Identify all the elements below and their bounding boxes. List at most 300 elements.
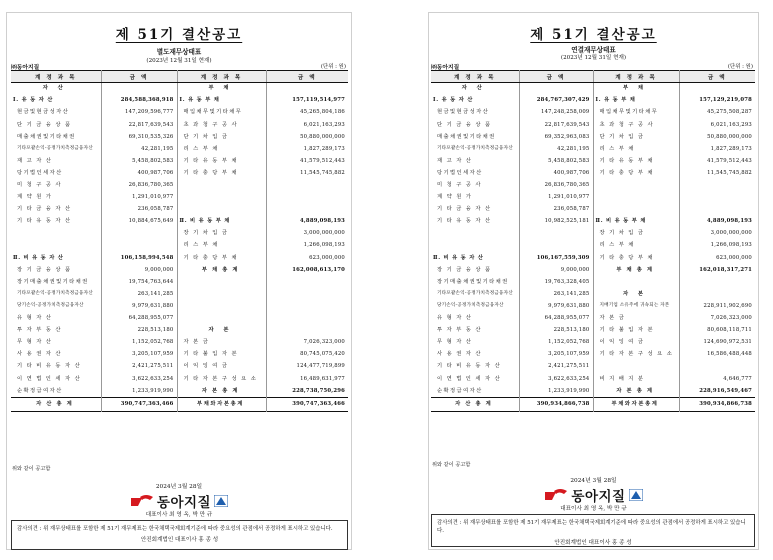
amount-cell: 228,916,549,467 bbox=[679, 385, 755, 398]
table-row bbox=[11, 252, 348, 264]
account-cell: 장기매출채권및기타채권 bbox=[17, 278, 89, 285]
amount-cell: 16,586,488,448 bbox=[679, 349, 755, 361]
amount-cell: 50,880,000,000 bbox=[266, 131, 348, 143]
account-cell: 기 타 유 동 부 채 bbox=[593, 156, 679, 168]
table-row bbox=[431, 252, 755, 264]
account-cell: 기타포괄손익-공정가치측정금융자산 bbox=[437, 146, 513, 152]
account-cell: 이 익 잉 여 금 bbox=[593, 337, 679, 349]
account-cell: 자 본 총 계 bbox=[593, 385, 679, 398]
amount-cell: 263,141,285 bbox=[519, 289, 593, 301]
amount-cell: 16,489,631,977 bbox=[266, 373, 348, 385]
table-row bbox=[431, 119, 755, 131]
account-cell bbox=[177, 313, 266, 325]
audit-opinion-text: 감사의견 : 위 재무상태표를 포함한 제 51기 재무제표는 한국채택국제회계기준에 따라 중요성의 관점에서 공정하게 표시하고 있습니다. bbox=[437, 520, 746, 534]
table-row bbox=[11, 168, 348, 180]
account-cell: 비 지 배 지 분 bbox=[593, 373, 679, 385]
amount-cell: 390,934,866,738 bbox=[519, 398, 593, 411]
account-cell: 무 형 자 산 bbox=[17, 339, 53, 346]
table-row bbox=[11, 131, 348, 143]
amount-cell: 5,458,802,583 bbox=[101, 156, 177, 168]
amount-cell: 284,767,307,429 bbox=[519, 95, 593, 107]
amount-cell: 11,545,745,882 bbox=[266, 168, 348, 180]
notice-footnote: 위와 같이 공고함 bbox=[432, 462, 471, 468]
account-cell: 기 타 불 입 자 본 bbox=[593, 325, 679, 337]
amount-cell: 22,817,639,543 bbox=[519, 119, 593, 131]
amount-cell bbox=[519, 228, 593, 240]
table-row bbox=[11, 156, 348, 168]
account-cell bbox=[177, 180, 266, 192]
account-cell: 단 기 금 융 상 품 bbox=[437, 121, 492, 128]
amount-cell: 3,622,633,254 bbox=[519, 373, 593, 385]
amount-cell bbox=[266, 180, 348, 192]
account-cell: 기 타 충 당 부 채 bbox=[177, 168, 266, 180]
logo-wordmark: 동아지질 bbox=[571, 489, 626, 505]
account-cell: 기 타 자 본 구 성 요 소 bbox=[177, 373, 266, 385]
table-row bbox=[431, 107, 755, 119]
account-cell: 유 형 자 산 bbox=[17, 315, 53, 322]
account-cell: Ⅱ. 비 유 동 부 채 bbox=[177, 216, 266, 228]
account-cell: 무 형 자 산 bbox=[437, 339, 473, 346]
amount-cell: 10,982,525,181 bbox=[519, 216, 593, 228]
amount-cell: 4,889,098,193 bbox=[266, 216, 348, 228]
account-cell: Ⅰ. 유 동 자 산 bbox=[433, 97, 474, 104]
table-row bbox=[431, 95, 755, 107]
amount-cell: 228,513,180 bbox=[519, 325, 593, 337]
account-cell: 자 본 bbox=[593, 289, 679, 301]
blue-triangle-icon bbox=[214, 495, 228, 507]
notice-title: 제 51기 결산공고 bbox=[530, 27, 657, 43]
account-cell: 자 산 총 계 bbox=[431, 398, 519, 411]
amount-cell: 5,458,802,583 bbox=[519, 156, 593, 168]
amount-cell: 41,579,512,443 bbox=[266, 156, 348, 168]
blue-triangle-icon bbox=[629, 489, 643, 501]
amount-cell: 2,421,275,511 bbox=[519, 361, 593, 373]
account-cell: 장 기 차 입 금 bbox=[177, 228, 266, 240]
amount-cell: 69,352,963,083 bbox=[519, 131, 593, 143]
account-cell: 기 타 불 입 자 본 bbox=[177, 349, 266, 361]
account-cell bbox=[177, 204, 266, 216]
account-cell: 자 본 금 bbox=[593, 313, 679, 325]
account-cell: 재 고 자 산 bbox=[437, 157, 473, 164]
table-row bbox=[11, 107, 348, 119]
account-cell: 기 타 유 동 자 산 bbox=[437, 218, 492, 225]
amount-cell bbox=[266, 277, 348, 289]
amount-cell: 22,817,639,543 bbox=[101, 119, 177, 131]
col-header-account: 계 정 과 목 bbox=[177, 71, 266, 83]
account-cell: 지배기업 소유주에 귀속되는 자본 bbox=[593, 301, 679, 313]
table-row bbox=[11, 264, 348, 276]
amount-cell: 4,889,098,193 bbox=[679, 216, 755, 228]
account-cell: 매입채무및기타채무 bbox=[177, 107, 266, 119]
account-cell: 장 기 차 입 금 bbox=[593, 228, 679, 240]
account-cell: 자 산 bbox=[42, 85, 67, 92]
account-cell bbox=[11, 228, 101, 240]
amount-cell: 45,265,804,186 bbox=[266, 107, 348, 119]
table-row bbox=[431, 204, 755, 216]
balance-sheet-table bbox=[431, 70, 755, 412]
account-cell bbox=[593, 180, 679, 192]
amount-cell bbox=[266, 204, 348, 216]
account-cell: 장 기 금 융 상 품 bbox=[437, 266, 492, 273]
account-cell: 순확정급여자산 bbox=[437, 387, 483, 394]
table-row bbox=[11, 385, 348, 398]
account-cell: 재 고 자 산 bbox=[17, 157, 53, 164]
amount-cell: 236,058,787 bbox=[101, 204, 177, 216]
dongah-swoosh-icon bbox=[130, 494, 154, 508]
ceo-line: 대표이사 최 영 옥, 박 만 규 bbox=[145, 512, 213, 518]
account-cell: 현금및현금성자산 bbox=[437, 109, 490, 116]
amount-cell: 64,288,955,077 bbox=[519, 313, 593, 325]
table-row bbox=[11, 289, 348, 301]
table-row bbox=[11, 228, 348, 240]
amount-cell bbox=[266, 313, 348, 325]
amount-cell: 284,588,368,918 bbox=[101, 95, 177, 107]
table-row bbox=[431, 240, 755, 252]
account-cell: 초 과 청 구 공 사 bbox=[177, 119, 266, 131]
account-cell: 사 용 권 자 산 bbox=[17, 351, 62, 358]
amount-cell: 11,545,745,882 bbox=[679, 168, 755, 180]
amount-cell: 64,288,955,077 bbox=[101, 313, 177, 325]
account-cell: 기 타 충 당 부 채 bbox=[593, 252, 679, 264]
amount-cell: 7,026,323,000 bbox=[266, 337, 348, 349]
amount-cell: 390,934,866,738 bbox=[679, 398, 755, 411]
col-header-account: 계 정 과 목 bbox=[11, 71, 101, 83]
account-cell: 현금및현금성자산 bbox=[17, 109, 70, 116]
audit-opinion-text: 감사의견 : 위 재무상태표를 포함한 제 51기 재무제표는 한국채택국제회계기준에 따라 중요성의 관점에서 공정하게 표시하고 있습니다. bbox=[17, 526, 333, 532]
amount-cell: 162,018,317,271 bbox=[679, 264, 755, 276]
table-row bbox=[11, 301, 348, 313]
balance-sheet-table bbox=[11, 70, 348, 412]
amount-cell: 1,233,919,990 bbox=[101, 385, 177, 398]
table-row bbox=[11, 180, 348, 192]
amount-cell: 26,836,780,365 bbox=[519, 180, 593, 192]
account-cell: 리 스 부 채 bbox=[593, 240, 679, 252]
account-cell: 당기법인세자산 bbox=[17, 169, 63, 176]
amount-cell: 1,291,010,977 bbox=[519, 192, 593, 204]
account-cell: 매입채무및기타채무 bbox=[593, 107, 679, 119]
account-cell: 계 약 원 가 bbox=[17, 194, 53, 201]
account-cell: 기 타 충 당 부 채 bbox=[177, 252, 266, 264]
amount-cell: 3,622,633,254 bbox=[101, 373, 177, 385]
col-header-amount: 금 액 bbox=[679, 71, 755, 83]
amount-cell bbox=[679, 289, 755, 301]
amount-cell: 157,129,219,078 bbox=[679, 95, 755, 107]
table-row bbox=[431, 216, 755, 228]
announcement-date: 2024년 3월 28일 bbox=[570, 478, 617, 484]
amount-cell bbox=[679, 83, 755, 96]
table-row bbox=[431, 349, 755, 361]
amount-cell bbox=[266, 289, 348, 301]
amount-cell: 41,579,512,443 bbox=[679, 156, 755, 168]
amount-cell: 1,266,098,193 bbox=[679, 240, 755, 252]
account-cell bbox=[177, 192, 266, 204]
account-cell: 단 기 차 입 금 bbox=[593, 131, 679, 143]
col-header-account: 계 정 과 목 bbox=[431, 71, 519, 83]
account-cell: 부채와자본총계 bbox=[177, 398, 266, 411]
account-cell: 기 타 금 융 자 산 bbox=[437, 206, 492, 213]
account-cell: 자 산 bbox=[461, 85, 486, 92]
amount-cell bbox=[679, 277, 755, 289]
amount-cell bbox=[101, 240, 177, 252]
col-header-amount: 금 액 bbox=[266, 71, 348, 83]
account-cell: 자 본 총 계 bbox=[177, 385, 266, 398]
account-cell: 기타포괄손익-공정가치측정금융자산 bbox=[17, 146, 93, 152]
table-row bbox=[431, 83, 755, 96]
amount-cell: 236,058,787 bbox=[519, 204, 593, 216]
table-row bbox=[11, 349, 348, 361]
statement-date: (2023년 12월 31일 현재) bbox=[560, 55, 627, 61]
amount-cell: 263,141,285 bbox=[101, 289, 177, 301]
account-cell bbox=[431, 228, 519, 240]
audit-opinion-box bbox=[11, 520, 348, 550]
amount-cell: 162,008,613,170 bbox=[266, 264, 348, 276]
col-header-account: 계 정 과 목 bbox=[593, 71, 679, 83]
account-cell: 부 채 bbox=[593, 83, 679, 96]
amount-cell bbox=[101, 83, 177, 96]
amount-cell: 26,836,780,365 bbox=[101, 180, 177, 192]
table-row bbox=[431, 398, 755, 411]
table-row bbox=[11, 313, 348, 325]
auditor-line: 안진회계법인 대표이사 홍 종 성 bbox=[554, 540, 632, 546]
amount-cell: 147,248,258,009 bbox=[519, 107, 593, 119]
account-cell bbox=[431, 240, 519, 252]
account-cell: Ⅱ. 비 유 동 자 산 bbox=[433, 254, 484, 261]
company-name: ㈜동아지질 bbox=[431, 65, 460, 71]
table-row bbox=[11, 373, 348, 385]
amount-cell: 228,738,750,296 bbox=[266, 385, 348, 398]
unit-label: (단위 : 원) bbox=[320, 64, 346, 70]
account-cell: 당기손익-공정가치측정금융자산 bbox=[17, 303, 84, 309]
table-row bbox=[11, 398, 348, 411]
amount-cell bbox=[679, 192, 755, 204]
table-header-row bbox=[11, 71, 348, 83]
amount-cell: 623,000,000 bbox=[266, 252, 348, 264]
amount-cell bbox=[266, 192, 348, 204]
account-cell: 투 자 부 동 산 bbox=[437, 327, 482, 334]
account-cell: 기 타 금 융 자 산 bbox=[17, 206, 72, 213]
announcement-date: 2024년 3월 28일 bbox=[155, 484, 203, 490]
amount-cell: 6,021,163,293 bbox=[266, 119, 348, 131]
account-cell: 기타포괄손익-공정가치측정금융자산 bbox=[437, 291, 513, 297]
amount-cell: 228,911,902,690 bbox=[679, 301, 755, 313]
company-logo bbox=[429, 485, 758, 505]
account-cell: 자 본 금 bbox=[177, 337, 266, 349]
account-cell bbox=[177, 289, 266, 301]
account-cell: Ⅱ. 비 유 동 자 산 bbox=[13, 254, 64, 261]
amount-cell bbox=[679, 361, 755, 373]
table-row bbox=[431, 168, 755, 180]
amount-cell: 80,745,075,420 bbox=[266, 349, 348, 361]
account-cell: 이 연 법 인 세 자 산 bbox=[437, 375, 502, 382]
account-cell: 미 청 구 공 사 bbox=[437, 182, 482, 188]
amount-cell: 9,979,631,880 bbox=[519, 301, 593, 313]
amount-cell bbox=[266, 83, 348, 96]
amount-cell: 1,152,052,768 bbox=[519, 337, 593, 349]
table-row bbox=[11, 277, 348, 289]
amount-cell: 390,747,363,466 bbox=[266, 398, 348, 411]
account-cell: 기 타 비 유 동 자 산 bbox=[17, 363, 82, 370]
amount-cell bbox=[519, 240, 593, 252]
account-cell bbox=[593, 204, 679, 216]
amount-cell: 106,167,559,309 bbox=[519, 252, 593, 264]
table-row bbox=[11, 95, 348, 107]
table-row bbox=[11, 325, 348, 337]
amount-cell: 9,000,000 bbox=[101, 264, 177, 276]
amount-cell: 1,827,289,173 bbox=[266, 143, 348, 155]
amount-cell: 7,026,323,000 bbox=[679, 313, 755, 325]
amount-cell: 400,987,706 bbox=[519, 168, 593, 180]
account-cell bbox=[11, 240, 101, 252]
col-header-amount: 금 액 bbox=[519, 71, 593, 83]
account-cell bbox=[593, 192, 679, 204]
dongah-swoosh-icon bbox=[544, 488, 568, 502]
amount-cell: 1,827,289,173 bbox=[679, 143, 755, 155]
table-row bbox=[11, 204, 348, 216]
account-cell: Ⅰ. 유 동 부 채 bbox=[177, 95, 266, 107]
auditor-line: 안진회계법인 대표이사 홍 종 성 bbox=[140, 537, 219, 543]
account-cell bbox=[177, 301, 266, 313]
logo-wordmark: 동아지질 bbox=[156, 495, 212, 511]
amount-cell bbox=[266, 301, 348, 313]
account-cell: 단 기 금 융 상 품 bbox=[17, 121, 72, 128]
account-cell: 유 형 자 산 bbox=[437, 315, 473, 322]
company-name: ㈜동아지질 bbox=[11, 65, 40, 71]
table-row bbox=[431, 325, 755, 337]
statement-date: (2023년 12월 31일 현재) bbox=[146, 58, 212, 64]
table-row bbox=[431, 385, 755, 398]
audit-opinion-box bbox=[431, 514, 755, 547]
account-cell: 부 채 총 계 bbox=[177, 264, 266, 276]
amount-cell bbox=[266, 325, 348, 337]
account-cell: 리 스 부 채 bbox=[177, 240, 266, 252]
amount-cell: 9,000,000 bbox=[519, 264, 593, 276]
account-cell: 사 용 권 자 산 bbox=[437, 351, 482, 358]
amount-cell: 19,763,328,405 bbox=[519, 277, 593, 289]
account-cell: 부 채 총 계 bbox=[593, 264, 679, 276]
table-row bbox=[431, 361, 755, 373]
amount-cell: 45,275,508,287 bbox=[679, 107, 755, 119]
account-cell: 부 채 bbox=[177, 83, 266, 96]
left-notice-page bbox=[6, 12, 352, 550]
amount-cell: 3,205,107,959 bbox=[519, 349, 593, 361]
account-cell: 기 타 비 유 동 자 산 bbox=[437, 363, 502, 370]
statement-subtitle: 연결재무상태표 bbox=[571, 46, 616, 54]
amount-cell bbox=[679, 180, 755, 192]
table-row bbox=[431, 264, 755, 276]
account-cell: Ⅰ. 유 동 부 채 bbox=[593, 95, 679, 107]
amount-cell: 3,000,000,000 bbox=[679, 228, 755, 240]
account-cell bbox=[593, 361, 679, 373]
account-cell: 매출채권및기타채권 bbox=[437, 133, 496, 140]
amount-cell: 390,747,363,466 bbox=[101, 398, 177, 411]
table-row bbox=[11, 83, 348, 96]
table-row bbox=[431, 131, 755, 143]
amount-cell: 3,205,107,959 bbox=[101, 349, 177, 361]
table-row bbox=[431, 313, 755, 325]
table-row bbox=[431, 143, 755, 155]
account-cell: 단 기 차 입 금 bbox=[177, 131, 266, 143]
table-row bbox=[431, 228, 755, 240]
account-cell: 이 익 잉 여 금 bbox=[177, 361, 266, 373]
unit-label: (단위 : 원) bbox=[727, 64, 753, 70]
amount-cell: 9,979,631,880 bbox=[101, 301, 177, 313]
account-cell bbox=[177, 277, 266, 289]
account-cell: 이 연 법 인 세 자 산 bbox=[17, 375, 82, 382]
amount-cell: 124,690,972,531 bbox=[679, 337, 755, 349]
account-cell: 리 스 부 채 bbox=[593, 143, 679, 155]
account-cell: 자 본 bbox=[177, 325, 266, 337]
amount-cell bbox=[519, 83, 593, 96]
amount-cell: 42,281,195 bbox=[101, 143, 177, 155]
account-cell: 기 타 자 본 구 성 요 소 bbox=[593, 349, 679, 361]
account-cell: 당기손익-공정가치측정금융자산 bbox=[437, 303, 504, 309]
amount-cell: 1,233,919,990 bbox=[519, 385, 593, 398]
amount-cell: 228,513,180 bbox=[101, 325, 177, 337]
account-cell bbox=[593, 277, 679, 289]
table-row bbox=[431, 156, 755, 168]
amount-cell bbox=[679, 204, 755, 216]
account-cell: 자 산 총 계 bbox=[11, 398, 101, 411]
table-row bbox=[11, 216, 348, 228]
account-cell: 기 타 유 동 자 산 bbox=[17, 218, 72, 225]
table-row bbox=[11, 192, 348, 204]
account-cell: 초 과 청 구 공 사 bbox=[593, 119, 679, 131]
amount-cell: 1,291,010,977 bbox=[101, 192, 177, 204]
amount-cell: 50,880,000,000 bbox=[679, 131, 755, 143]
amount-cell: 623,000,000 bbox=[679, 252, 755, 264]
table-row bbox=[431, 277, 755, 289]
amount-cell: 80,608,118,711 bbox=[679, 325, 755, 337]
table-row bbox=[431, 180, 755, 192]
amount-cell: 69,310,535,326 bbox=[101, 131, 177, 143]
account-cell: 기 타 유 동 부 채 bbox=[177, 156, 266, 168]
table-row bbox=[431, 192, 755, 204]
amount-cell: 106,158,994,548 bbox=[101, 252, 177, 264]
amount-cell: 124,477,719,899 bbox=[266, 361, 348, 373]
account-cell: 장 기 금 융 상 품 bbox=[17, 266, 72, 273]
right-notice-page bbox=[428, 12, 759, 550]
amount-cell: 400,987,706 bbox=[101, 168, 177, 180]
amount-cell: 6,021,163,293 bbox=[679, 119, 755, 131]
table-row bbox=[11, 240, 348, 252]
table-header-row bbox=[431, 71, 755, 83]
amount-cell: 2,421,275,511 bbox=[101, 361, 177, 373]
table-row bbox=[431, 301, 755, 313]
account-cell: 리 스 부 채 bbox=[177, 143, 266, 155]
amount-cell: 3,000,000,000 bbox=[266, 228, 348, 240]
notice-footnote: 위와 같이 공고함 bbox=[12, 466, 51, 472]
account-cell: Ⅱ. 비 유 동 부 채 bbox=[593, 216, 679, 228]
notice-title: 제 51기 결산공고 bbox=[115, 27, 243, 43]
account-cell: 순확정급여자산 bbox=[17, 387, 63, 394]
account-cell: 기타포괄손익-공정가치측정금융자산 bbox=[17, 291, 93, 297]
table-row bbox=[11, 119, 348, 131]
account-cell: Ⅰ. 유 동 자 산 bbox=[13, 97, 54, 104]
amount-cell: 19,754,763,644 bbox=[101, 277, 177, 289]
account-cell: 부채와자본총계 bbox=[593, 398, 679, 411]
amount-cell: 147,209,596,777 bbox=[101, 107, 177, 119]
account-cell: 매출채권및기타채권 bbox=[17, 133, 76, 140]
company-logo bbox=[7, 491, 351, 511]
table-row bbox=[431, 373, 755, 385]
amount-cell: 10,884,675,649 bbox=[101, 216, 177, 228]
account-cell: 투 자 부 동 산 bbox=[17, 327, 62, 334]
statement-subtitle: 별도재무상태표 bbox=[156, 48, 202, 56]
col-header-amount: 금 액 bbox=[101, 71, 177, 83]
table-row bbox=[11, 143, 348, 155]
table-row bbox=[431, 289, 755, 301]
amount-cell: 1,266,098,193 bbox=[266, 240, 348, 252]
